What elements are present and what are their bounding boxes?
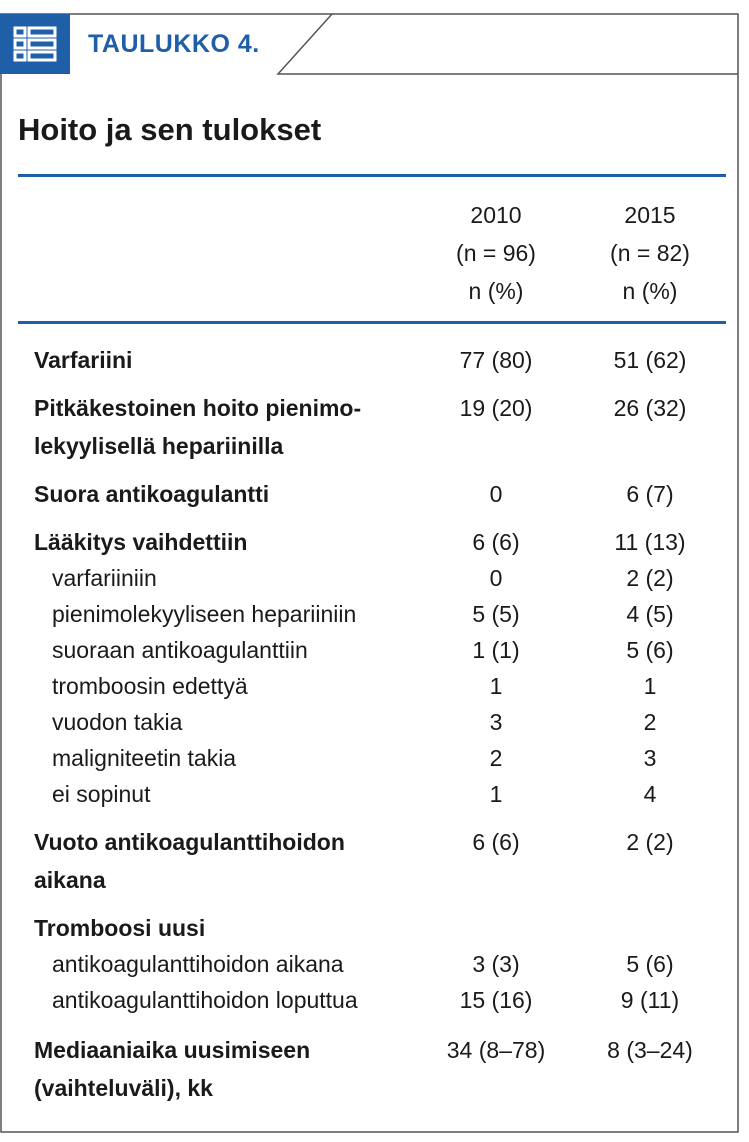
row-label (34, 389, 414, 465)
table-number-label: TAULUKKO 4. (88, 29, 260, 58)
row-label: tromboosin edettyä (52, 673, 248, 699)
cell-2015: 2 (643, 709, 657, 735)
table-header-tab (0, 14, 260, 74)
row-label-line-1: Vuoto antikoagulanttihoidon (34, 829, 345, 855)
row-label (34, 823, 414, 899)
row-label: Tromboosi uusi (34, 915, 206, 941)
table-list-icon (0, 14, 70, 74)
row-label-line-1: Mediaaniaika uusimiseen (34, 1037, 311, 1063)
top-rule (18, 174, 726, 177)
cell-2015: 9 (11) (620, 987, 680, 1013)
row-label: antikoagulanttihoidon loputtua (52, 987, 358, 1013)
cell-2015: 1 (643, 673, 657, 699)
cell-2015: 4 (5) (626, 601, 674, 627)
row-label: varfariiniin (52, 565, 157, 591)
cell-2010: 6 (6) (472, 829, 520, 855)
cell-2010: 5 (5) (472, 601, 520, 627)
cell-2010: 15 (16) (459, 987, 533, 1013)
cell-2010: 0 (489, 565, 503, 591)
column-header-2010 (416, 196, 576, 310)
row-label-line-1: Pitkäkestoinen hoito pienimo- (34, 395, 362, 421)
row-label: maligniteetin takia (52, 745, 237, 771)
cell-2010: 1 (1) (472, 637, 520, 663)
row-label-line-2: (vaihteluväli), kk (34, 1075, 213, 1101)
row-label: pienimolekyyliseen hepariiniin (52, 601, 357, 627)
cell-2015: 8 (3–24) (607, 1037, 693, 1063)
cell-2015: 51 (62) (613, 347, 687, 373)
cell-2010: 0 (489, 481, 503, 507)
row-label: Lääkitys vaihdettiin (34, 529, 248, 555)
row-label: ei sopinut (52, 781, 151, 807)
cell-2015: 6 (7) (626, 481, 674, 507)
cell-2015: 11 (13) (614, 529, 686, 555)
row-label: suoraan antikoagulanttiin (52, 637, 308, 663)
cell-2010: 77 (80) (459, 347, 533, 373)
column-year: 2015 (624, 202, 676, 228)
column-header-2015 (570, 196, 730, 310)
column-year: 2010 (470, 202, 522, 228)
cell-2010: 6 (6) (472, 529, 520, 555)
cell-2015: 2 (2) (626, 565, 674, 591)
column-n: (n = 82) (610, 240, 690, 266)
row-label-line-2: lekyylisellä hepariinilla (34, 433, 284, 459)
cell-2015: 5 (6) (626, 951, 674, 977)
cell-2010: 2 (489, 745, 503, 771)
header-rule (18, 321, 726, 324)
cell-2015: 4 (643, 781, 657, 807)
column-unit: n (%) (468, 278, 524, 304)
column-unit: n (%) (622, 278, 678, 304)
cell-2010: 3 (489, 709, 503, 735)
row-label: Varfariini (34, 347, 133, 373)
cell-2010: 34 (8–78) (446, 1037, 546, 1063)
cell-2010: 1 (489, 673, 503, 699)
cell-2010: 19 (20) (459, 395, 533, 421)
cell-2010: 3 (3) (472, 951, 520, 977)
cell-2015: 5 (6) (626, 637, 674, 663)
cell-2015: 26 (32) (613, 395, 687, 421)
row-label-line-2: aikana (34, 867, 106, 893)
cell-2010: 1 (489, 781, 503, 807)
row-label: antikoagulanttihoidon aikana (52, 951, 344, 977)
column-n: (n = 96) (456, 240, 536, 266)
row-label: vuodon takia (52, 709, 183, 735)
row-label: Suora antikoagulantti (34, 481, 270, 507)
row-label (34, 1031, 414, 1107)
cell-2015: 3 (643, 745, 657, 771)
cell-2015: 2 (2) (626, 829, 674, 855)
table-title: Hoito ja sen tulokset (18, 112, 322, 147)
